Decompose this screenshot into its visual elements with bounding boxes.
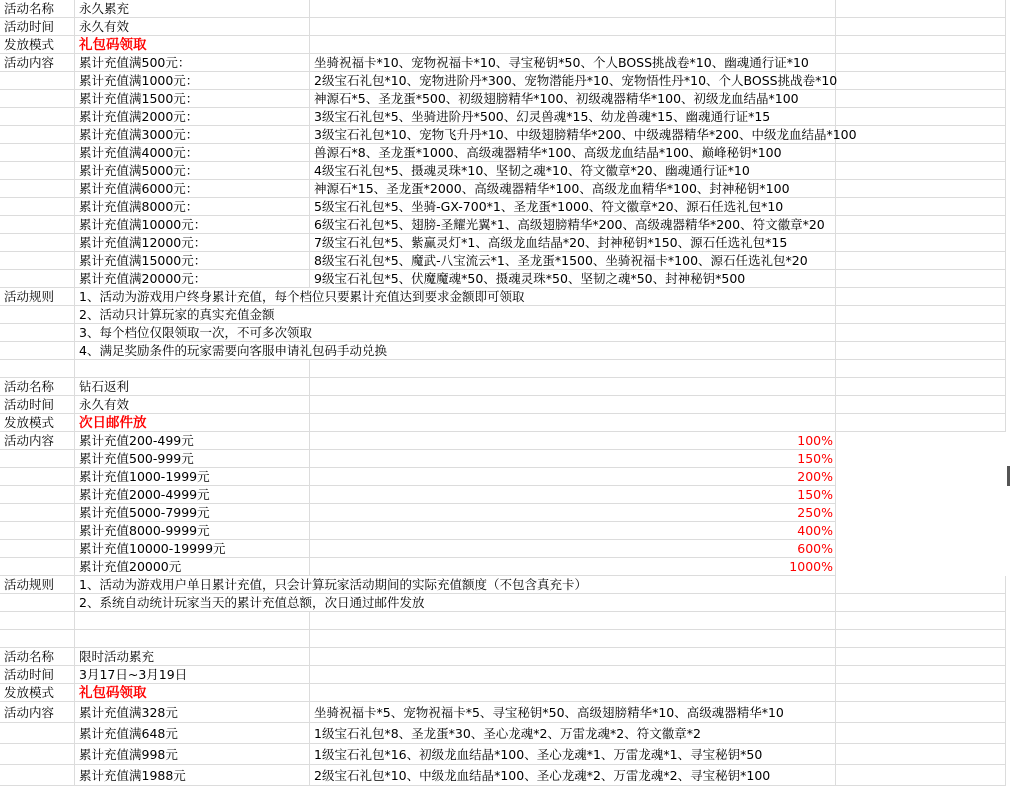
table-row xyxy=(0,450,1006,468)
grid-cell[interactable] xyxy=(836,108,1006,126)
grid-cell[interactable] xyxy=(310,684,836,702)
grid-cell[interactable] xyxy=(836,162,1006,180)
grid-cell[interactable] xyxy=(836,666,1006,684)
grid-cell[interactable]: 坐骑祝福卡*5、宠物祝福卡*5、寻宝秘钥*50、高级翅膀精华*10、高级魂器精华*10 xyxy=(310,702,836,723)
grid-cell[interactable]: 累计充值满1500元： xyxy=(75,90,310,108)
grid-cell[interactable] xyxy=(836,396,1006,414)
table-row xyxy=(0,594,1006,612)
grid-cell[interactable]: 5级宝石礼包*5、坐骑-GX-700*1、圣龙蛋*1000、符文徽章*20、源石任选礼包*10 xyxy=(310,198,836,216)
grid-cell[interactable] xyxy=(310,306,836,324)
grid-cell[interactable]: 次日邮件放 xyxy=(75,414,310,432)
grid-cell[interactable] xyxy=(836,723,1006,744)
grid-cell[interactable] xyxy=(310,540,836,558)
grid-cell[interactable] xyxy=(0,630,75,648)
grid-cell[interactable]: 坐骑祝福卡*10、宠物祝福卡*10、寻宝秘钥*50、个人BOSS挑战卷*10、幽魂通行证*10 xyxy=(310,54,836,72)
grid-cell[interactable] xyxy=(0,450,75,468)
grid-cell[interactable] xyxy=(836,378,1006,396)
grid-cell[interactable] xyxy=(0,594,75,612)
grid-cell[interactable] xyxy=(310,0,836,18)
table-row xyxy=(0,723,1006,744)
grid-cell[interactable] xyxy=(836,252,1006,270)
grid-cell[interactable]: 限时活动累充 xyxy=(75,648,310,666)
grid-cell[interactable] xyxy=(0,126,75,144)
grid-cell[interactable] xyxy=(836,0,1006,18)
grid-cell[interactable] xyxy=(0,144,75,162)
grid-cell[interactable]: 累计充值500-999元 xyxy=(75,450,310,468)
grid-cell[interactable]: 活动内容 xyxy=(0,432,75,450)
grid-cell[interactable]: 4、满足奖励条件的玩家需要向客服申请礼包码手动兑换 xyxy=(75,342,310,360)
grid-cell[interactable] xyxy=(0,468,75,486)
grid-cell[interactable]: 活动时间 xyxy=(0,18,75,36)
grid-cell[interactable] xyxy=(310,504,836,522)
table-row xyxy=(0,702,1006,723)
table-row xyxy=(0,288,1006,306)
grid-cell[interactable]: 累计充值满328元 xyxy=(75,702,310,723)
grid-cell[interactable] xyxy=(836,684,1006,702)
table-row xyxy=(0,90,1006,108)
grid-cell[interactable] xyxy=(310,558,836,576)
grid-cell[interactable]: 活动内容 xyxy=(0,54,75,72)
grid-cell[interactable]: 累计充值1000-1999元 xyxy=(75,468,310,486)
table-row xyxy=(0,126,1006,144)
grid-cell[interactable] xyxy=(310,450,836,468)
grid-cell[interactable]: 3级宝石礼包*5、坐骑进阶丹*500、幻灵兽魂*15、幼龙兽魂*15、幽魂通行证*15 xyxy=(310,108,836,126)
grid-cell[interactable] xyxy=(0,72,75,90)
grid-cell[interactable]: 1、活动为游戏用户终身累计充值，每个档位只要累计充值达到要求金额即可领取 xyxy=(75,288,310,306)
grid-cell[interactable]: 礼包码领取 xyxy=(75,684,310,702)
grid-cell[interactable] xyxy=(0,108,75,126)
grid-cell[interactable]: 4级宝石礼包*5、摄魂灵珠*10、坚韧之魂*10、符文徽章*20、幽魂通行证*10 xyxy=(310,162,836,180)
grid-cell[interactable]: 永久累充 xyxy=(75,0,310,18)
grid-cell[interactable] xyxy=(0,765,75,786)
grid-cell[interactable] xyxy=(0,612,75,630)
grid-cell[interactable]: 活动名称 xyxy=(0,0,75,18)
grid-cell[interactable] xyxy=(836,54,1006,72)
table-row xyxy=(0,108,1006,126)
grid-cell[interactable]: 累计充值满1988元 xyxy=(75,765,310,786)
grid-cell[interactable] xyxy=(75,612,310,630)
table-row xyxy=(0,522,1006,540)
grid-cell[interactable]: 累计充值满2000元： xyxy=(75,108,310,126)
grid-cell[interactable] xyxy=(836,324,1006,342)
grid-cell[interactable]: 礼包码领取 xyxy=(75,36,310,54)
table-row xyxy=(0,342,1006,360)
grid-cell[interactable] xyxy=(0,270,75,288)
grid-cell[interactable]: 2、活动只计算玩家的真实充值金额 xyxy=(75,306,310,324)
grid-cell[interactable]: 200% xyxy=(770,468,836,486)
table-row xyxy=(0,432,1006,450)
table-row xyxy=(0,666,1006,684)
grid-cell[interactable]: 活动时间 xyxy=(0,396,75,414)
table-row xyxy=(0,504,1006,522)
grid-cell[interactable] xyxy=(836,234,1006,252)
grid-cell[interactable] xyxy=(0,486,75,504)
table-row xyxy=(0,630,1006,648)
grid-cell[interactable] xyxy=(836,594,1006,612)
table-row xyxy=(0,540,1006,558)
grid-cell[interactable]: 累计充值满998元 xyxy=(75,744,310,765)
table-row xyxy=(0,270,1006,288)
grid-cell[interactable] xyxy=(310,396,836,414)
table-row xyxy=(0,0,1006,18)
table-row xyxy=(0,765,1006,786)
grid-cell[interactable] xyxy=(836,744,1006,765)
grid-cell[interactable] xyxy=(836,90,1006,108)
grid-cell[interactable]: 永久有效 xyxy=(75,396,310,414)
grid-cell[interactable] xyxy=(310,432,836,450)
grid-cell[interactable]: 神源石*5、圣龙蛋*500、初级翅膀精华*100、初级魂器精华*100、初级龙血结晶*100 xyxy=(310,90,836,108)
grid-cell[interactable] xyxy=(836,36,1006,54)
table-row xyxy=(0,252,1006,270)
grid-cell[interactable] xyxy=(0,216,75,234)
table-row xyxy=(0,144,1006,162)
grid-cell[interactable] xyxy=(0,252,75,270)
grid-cell[interactable] xyxy=(836,765,1006,786)
grid-cell[interactable] xyxy=(836,72,1006,90)
grid-cell[interactable]: 累计充值满648元 xyxy=(75,723,310,744)
grid-cell[interactable] xyxy=(310,630,836,648)
grid-cell[interactable] xyxy=(836,198,1006,216)
grid-cell[interactable]: 累计充值满1000元： xyxy=(75,72,310,90)
grid-cell[interactable]: 7级宝石礼包*5、紫赢灵灯*1、高级龙血结晶*20、封神秘钥*150、源石任选礼包*15 xyxy=(310,234,836,252)
grid-cell[interactable] xyxy=(836,180,1006,198)
grid-cell[interactable]: 活动时间 xyxy=(0,666,75,684)
grid-cell[interactable]: 累计充值满5000元： xyxy=(75,162,310,180)
table-row xyxy=(0,468,1006,486)
table-row xyxy=(0,396,1006,414)
table-row xyxy=(0,744,1006,765)
grid-cell[interactable] xyxy=(310,486,836,504)
grid-cell[interactable]: 2级宝石礼包*10、宠物进阶丹*300、宠物潜能丹*10、宠物悟性丹*10、个人BOSS挑战卷*10 xyxy=(310,72,836,90)
grid-cell[interactable] xyxy=(0,522,75,540)
grid-cell[interactable]: 1级宝石礼包*16、初级龙血结晶*100、圣心龙魂*1、万雷龙魂*1、寻宝秘钥*50 xyxy=(310,744,836,765)
grid-cell[interactable] xyxy=(836,288,1006,306)
grid-cell[interactable] xyxy=(310,18,836,36)
grid-cell[interactable] xyxy=(836,576,1006,594)
grid-cell[interactable] xyxy=(75,630,310,648)
grid-cell[interactable] xyxy=(0,504,75,522)
grid-cell[interactable] xyxy=(310,612,836,630)
grid-cell[interactable]: 3月17日~3月19日 xyxy=(75,666,310,684)
grid-cell[interactable]: 钻石返利 xyxy=(75,378,310,396)
grid-cell[interactable] xyxy=(836,18,1006,36)
grid-cell[interactable] xyxy=(836,342,1006,360)
grid-cell[interactable] xyxy=(310,648,836,666)
grid-cell[interactable]: 2、系统自动统计玩家当天的累计充值总额，次日通过邮件发放 xyxy=(75,594,310,612)
table-row xyxy=(0,360,1006,378)
grid-cell[interactable] xyxy=(310,36,836,54)
table-row xyxy=(0,486,1006,504)
grid-cell[interactable] xyxy=(310,594,836,612)
table-row xyxy=(0,234,1006,252)
table-row xyxy=(0,648,1006,666)
table-row xyxy=(0,36,1006,54)
grid-cell[interactable]: 累计充值满4000元： xyxy=(75,144,310,162)
grid-cell[interactable]: 150% xyxy=(770,450,836,468)
grid-cell[interactable]: 累计充值2000-4999元 xyxy=(75,486,310,504)
grid-cell[interactable]: 150% xyxy=(770,486,836,504)
grid-cell[interactable] xyxy=(310,414,836,432)
grid-cell[interactable]: 400% xyxy=(770,522,836,540)
grid-cell[interactable]: 9级宝石礼包*5、伏魔魔魂*50、摄魂灵珠*50、坚韧之魂*50、封神秘钥*500 xyxy=(310,270,836,288)
table-row xyxy=(0,324,1006,342)
grid-cell[interactable]: 1级宝石礼包*8、圣龙蛋*30、圣心龙魂*2、万雷龙魂*2、符文徽章*2 xyxy=(310,723,836,744)
grid-cell[interactable] xyxy=(0,306,75,324)
grid-cell[interactable]: 1000% xyxy=(770,558,836,576)
grid-cell[interactable] xyxy=(836,360,1006,378)
grid-cell[interactable] xyxy=(310,342,836,360)
grid-cell[interactable]: 活动名称 xyxy=(0,378,75,396)
grid-cell[interactable] xyxy=(0,90,75,108)
grid-cell[interactable]: 累计充值5000-7999元 xyxy=(75,504,310,522)
grid-cell[interactable]: 累计充值10000-19999元 xyxy=(75,540,310,558)
grid-cell[interactable] xyxy=(0,558,75,576)
grid-cell[interactable] xyxy=(836,648,1006,666)
grid-cell[interactable] xyxy=(836,306,1006,324)
grid-cell[interactable]: 活动内容 xyxy=(0,702,75,723)
grid-cell[interactable]: 神源石*15、圣龙蛋*2000、高级魂器精华*100、高级龙血精华*100、封神秘钥*100 xyxy=(310,180,836,198)
grid-cell[interactable]: 累计充值8000-9999元 xyxy=(75,522,310,540)
grid-cell[interactable]: 8级宝石礼包*5、魔武-八宝流云*1、圣龙蛋*1500、坐骑祝福卡*100、源石任选礼包*20 xyxy=(310,252,836,270)
grid-cell[interactable]: 累计充值满15000元： xyxy=(75,252,310,270)
grid-cell[interactable]: 累计充值200-499元 xyxy=(75,432,310,450)
table-row xyxy=(0,684,1006,702)
grid-cell[interactable]: 250% xyxy=(770,504,836,522)
grid-cell[interactable]: 100% xyxy=(770,432,836,450)
table-row xyxy=(0,18,1006,36)
grid-cell[interactable] xyxy=(0,234,75,252)
grid-cell[interactable] xyxy=(836,414,1006,432)
table-row xyxy=(0,558,1006,576)
grid-cell[interactable]: 累计充值满20000元： xyxy=(75,270,310,288)
grid-cell[interactable]: 3、每个档位仅限领取一次，不可多次领取 xyxy=(75,324,310,342)
grid-cell[interactable]: 3级宝石礼包*10、宠物飞升丹*10、中级翅膀精华*200、中级魂器精华*200、中级龙血结晶*100 xyxy=(310,126,836,144)
grid-cell[interactable] xyxy=(0,342,75,360)
grid-cell[interactable]: 累计充值满8000元： xyxy=(75,198,310,216)
grid-cell[interactable]: 累计充值20000元 xyxy=(75,558,310,576)
grid-cell[interactable] xyxy=(0,162,75,180)
grid-cell[interactable] xyxy=(836,144,1006,162)
table-row xyxy=(0,306,1006,324)
grid-cell[interactable]: 活动规则 xyxy=(0,576,75,594)
grid-cell[interactable]: 永久有效 xyxy=(75,18,310,36)
grid-cell[interactable] xyxy=(0,360,75,378)
grid-cell[interactable] xyxy=(836,612,1006,630)
grid-cell[interactable]: 发放模式 xyxy=(0,36,75,54)
table-row xyxy=(0,72,1006,90)
table-row xyxy=(0,612,1006,630)
grid-cell[interactable] xyxy=(310,468,836,486)
grid-cell[interactable]: 6级宝石礼包*5、翅膀-圣耀光翼*1、高级翅膀精华*200、高级魂器精华*200、符文徽章*20 xyxy=(310,216,836,234)
table-row xyxy=(0,216,1006,234)
grid-cell[interactable] xyxy=(75,360,310,378)
grid-cell[interactable]: 累计充值满3000元： xyxy=(75,126,310,144)
table-row xyxy=(0,198,1006,216)
grid-cell[interactable] xyxy=(0,540,75,558)
grid-cell[interactable] xyxy=(836,216,1006,234)
grid-cell[interactable]: 1、活动为游戏用户单日累计充值，只会计算玩家活动期间的实际充值额度（不包含真充卡） xyxy=(75,576,310,594)
grid-cell[interactable]: 累计充值满10000元： xyxy=(75,216,310,234)
grid-cell[interactable] xyxy=(836,126,1006,144)
grid-cell[interactable]: 600% xyxy=(770,540,836,558)
grid-cell[interactable]: 累计充值满12000元： xyxy=(75,234,310,252)
grid-cell[interactable] xyxy=(310,360,836,378)
table-row xyxy=(0,378,1006,396)
grid-cell[interactable] xyxy=(836,270,1006,288)
grid-cell[interactable] xyxy=(0,744,75,765)
grid-cell[interactable]: 活动规则 xyxy=(0,288,75,306)
table-row xyxy=(0,180,1006,198)
grid-cell[interactable]: 累计充值满6000元： xyxy=(75,180,310,198)
table-row xyxy=(0,576,1006,594)
grid-cell[interactable]: 累计充值满500元： xyxy=(75,54,310,72)
grid-cell[interactable] xyxy=(310,522,836,540)
grid-cell[interactable]: 2级宝石礼包*10、中级龙血结晶*100、圣心龙魂*2、万雷龙魂*2、寻宝秘钥*100 xyxy=(310,765,836,786)
grid-cell[interactable]: 活动名称 xyxy=(0,648,75,666)
grid-cell[interactable] xyxy=(0,324,75,342)
table-row xyxy=(0,414,1006,432)
grid-cell[interactable] xyxy=(310,324,836,342)
table-row xyxy=(0,54,1006,72)
grid-cell[interactable] xyxy=(836,630,1006,648)
grid-cell[interactable]: 发放模式 xyxy=(0,684,75,702)
grid-cell[interactable] xyxy=(0,723,75,744)
grid-cell[interactable] xyxy=(0,198,75,216)
grid-cell[interactable] xyxy=(310,288,836,306)
grid-cell[interactable]: 发放模式 xyxy=(0,414,75,432)
grid-cell[interactable] xyxy=(310,576,836,594)
grid-cell[interactable] xyxy=(0,180,75,198)
table-row xyxy=(0,162,1006,180)
grid-cell[interactable]: 兽源石*8、圣龙蛋*1000、高级魂器精华*100、高级龙血结晶*100、巅峰秘钥*100 xyxy=(310,144,836,162)
grid-cell[interactable] xyxy=(310,666,836,684)
grid-cell[interactable] xyxy=(310,378,836,396)
grid-cell[interactable] xyxy=(836,702,1006,723)
